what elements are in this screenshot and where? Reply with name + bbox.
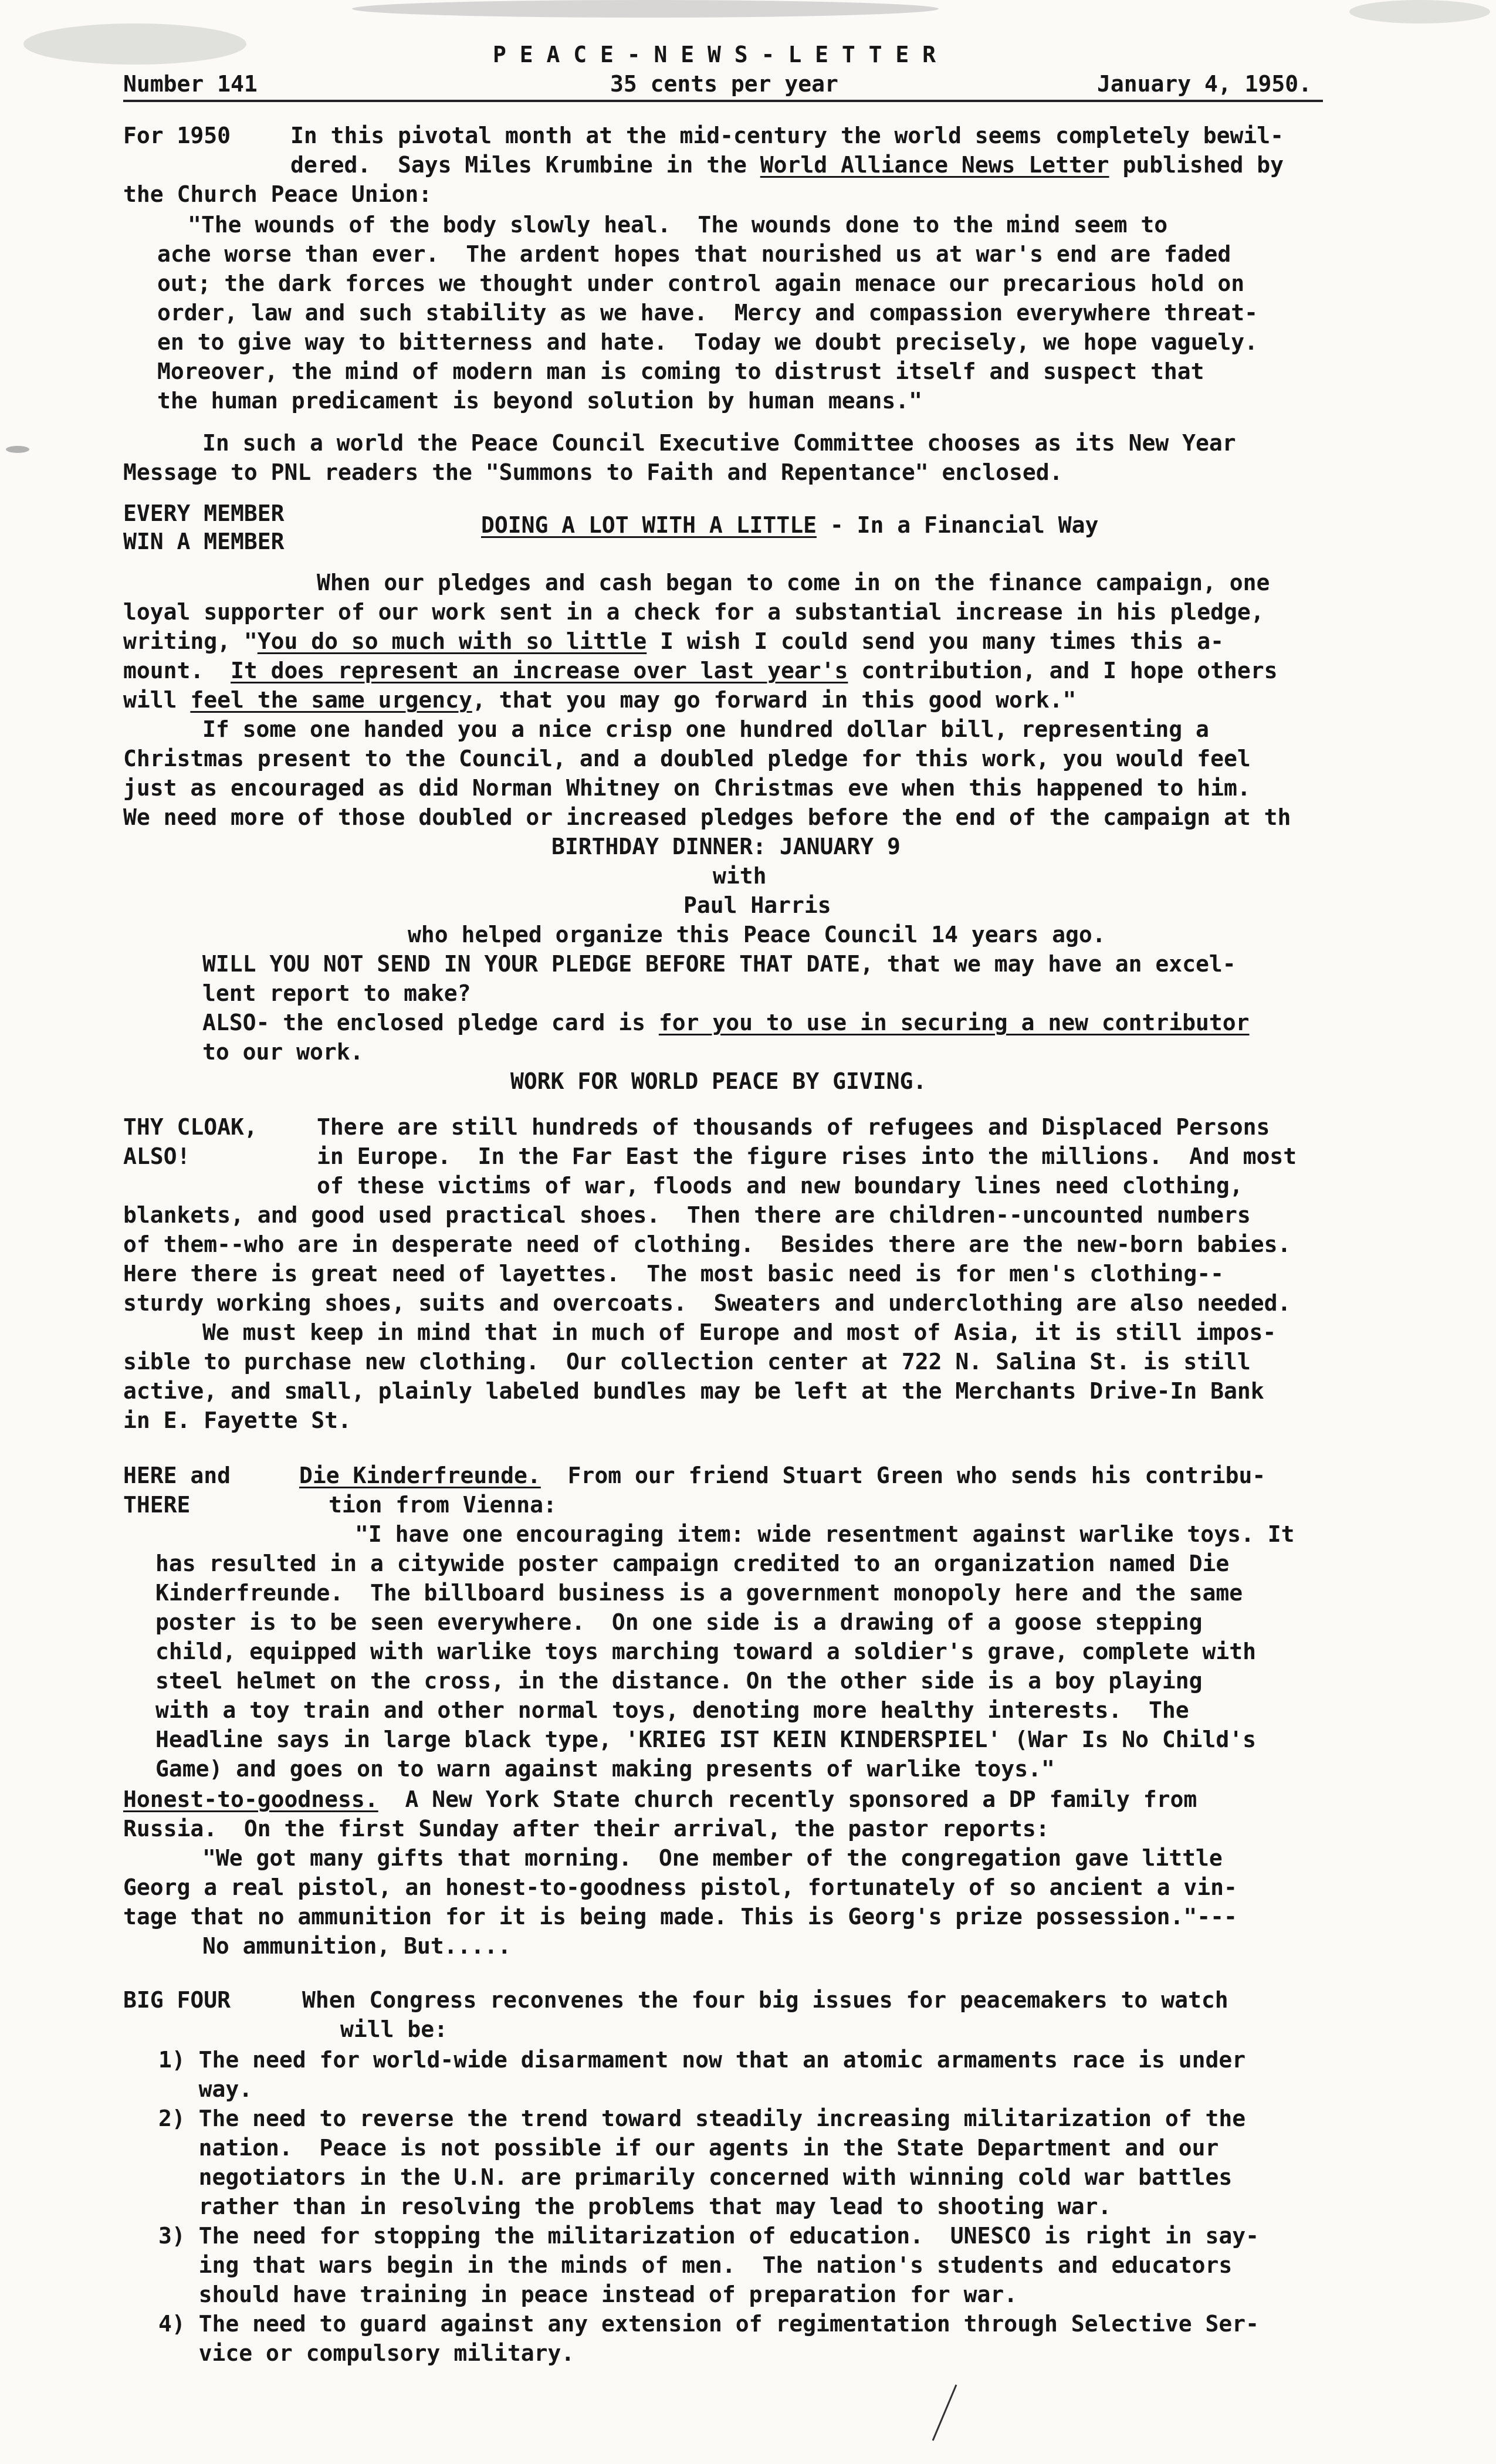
masthead-rule xyxy=(123,100,1323,102)
section-label-win-member: WIN A MEMBER xyxy=(123,529,285,554)
issue-number: Number 141 xyxy=(123,71,258,97)
for-1950-line: dered. Says Miles Krumbine in the World Alliance News Letter published by xyxy=(290,152,1284,178)
quote-line: the human predicament is beyond solution by human means." xyxy=(157,388,923,414)
list-item: nation. Peace is not possible if our agents in the State Department and our xyxy=(158,2135,1219,2161)
section-heading: DOING A LOT WITH A LITTLE - In a Financial Way xyxy=(481,512,1099,538)
paragraph-line: We must keep in mind that in much of Europe and most of Asia, it is still impos- xyxy=(202,1319,1277,1345)
list-item: 4) The need to guard against any extension of regimentation through Selective Ser- xyxy=(158,2311,1259,2337)
paragraph-line: When Congress reconvenes the four big issues for peacemakers to watch xyxy=(302,1987,1228,2013)
section-label-big-four: BIG FOUR xyxy=(123,1987,231,2013)
scan-smudge xyxy=(352,0,939,18)
quote-line: Kinderfreunde. The billboard business is a government monopoly here and the same xyxy=(155,1580,1243,1606)
quote-line: "We got many gifts that morning. One member of the congregation gave little xyxy=(202,1845,1223,1871)
scan-smudge xyxy=(23,23,246,65)
paragraph-line: Christmas present to the Council, and a doubled pledge for this work, you would feel xyxy=(123,746,1251,771)
paragraph-line: in E. Fayette St. xyxy=(123,1407,351,1433)
paragraph-line: blankets, and good used practical shoes. Then there are children--uncounted numbers xyxy=(123,1202,1251,1228)
paragraph-line: will be: xyxy=(340,2016,448,2042)
quote-line: has resulted in a citywide poster campaign credited to an organization named Die xyxy=(155,1551,1230,1576)
list-item: rather than in resolving the problems that may lead to shooting war. xyxy=(158,2194,1112,2219)
issue-date: January 4, 1950. xyxy=(1097,71,1312,97)
quote-line: "The wounds of the body slowly heal. The wounds done to the mind seem to xyxy=(188,212,1168,238)
paragraph-line: will feel the same urgency, that you may go forward in this good work." xyxy=(123,687,1077,713)
subscription-price: 35 cents per year xyxy=(610,71,838,97)
list-item: 3) The need for stopping the militarization of education. UNESCO is right in say- xyxy=(158,2223,1259,2249)
dinner-speaker: Paul Harris xyxy=(683,892,831,918)
pen-mark xyxy=(927,2382,962,2446)
quote-line: child, equipped with warlike toys marching toward a soldier's grave, complete with xyxy=(155,1639,1256,1664)
item-heading: Die Kinderfreunde. From our friend Stuart Green who sends his contribu- xyxy=(299,1463,1266,1488)
list-item: ing that wars begin in the minds of men. The nation's students and educators xyxy=(158,2252,1233,2278)
quote-line: Georg a real pistol, an honest-to-goodness pistol, fortunately of so ancient a vin- xyxy=(123,1874,1237,1900)
section-label-there: THERE xyxy=(123,1492,191,1518)
list-item: negotiators in the U.N. are primarily concerned with winning cold war battles xyxy=(158,2164,1233,2190)
paragraph-line: in Europe. In the Far East the figure rises into the millions. And most xyxy=(317,1143,1297,1169)
paragraph-line: writing, "You do so much with so little I wish I could send you many times this a- xyxy=(123,628,1224,654)
quote-line: out; the dark forces we thought under control again menace our precarious hold on xyxy=(157,270,1245,296)
dinner-announcement: BIRTHDAY DINNER: JANUARY 9 xyxy=(551,834,901,859)
paragraph-line: When our pledges and cash began to come in on the finance campaign, one xyxy=(317,570,1270,595)
quote-line: en to give way to bitterness and hate. Today we doubt precisely, we hope vaguely. xyxy=(157,329,1258,355)
paragraph-line: of them--who are in desperate need of clothing. Besides there are the new-born babies. xyxy=(123,1231,1291,1257)
dinner-announcement: with xyxy=(713,863,767,889)
paragraph-line: of these victims of war, floods and new boundary lines need clothing, xyxy=(317,1173,1243,1199)
list-item: 2) The need to reverse the trend toward steadily increasing militarization of the xyxy=(158,2106,1246,2131)
newsletter-reference: World Alliance News Letter xyxy=(760,152,1109,178)
dinner-announcement: who helped organize this Peace Council 14 years ago. xyxy=(408,922,1106,947)
paragraph-line: There are still hundreds of thousands of refugees and Displaced Persons xyxy=(317,1114,1270,1140)
paragraph-line: We need more of those doubled or increased pledges before the end of the campaign at th xyxy=(123,804,1291,830)
paragraph-line: Here there is great need of layettes. The most basic need is for men's clothing-- xyxy=(123,1261,1224,1287)
for-1950-line: Message to PNL readers the "Summons to Faith and Repentance" enclosed. xyxy=(123,459,1063,485)
quote-line: Game) and goes on to warn against making presents of warlike toys." xyxy=(155,1756,1055,1782)
quote-line: poster is to be seen everywhere. On one side is a drawing of a goose stepping xyxy=(155,1609,1203,1635)
list-item: should have training in peace instead of preparation for war. xyxy=(158,2282,1018,2307)
paragraph-line: Russia. On the first Sunday after their arrival, the pastor reports: xyxy=(123,1816,1050,1842)
slogan: WORK FOR WORLD PEACE BY GIVING. xyxy=(510,1068,927,1094)
pledge-appeal: lent report to make? xyxy=(202,980,471,1006)
paragraph-line: loyal supporter of our work sent in a check for a substantial increase in his pledge, xyxy=(123,599,1264,625)
paragraph-line: active, and small, plainly labeled bundles may be left at the Merchants Drive-In Bank xyxy=(123,1378,1264,1404)
paragraph-line: just as encouraged as did Norman Whitney on Christmas eve when this happened to him. xyxy=(123,775,1251,801)
item-heading: Honest-to-goodness. A New York State church recently sponsored a DP family from xyxy=(123,1786,1197,1812)
list-item: 1) The need for world-wide disarmament now that an atomic armaments race is under xyxy=(158,2047,1246,2073)
section-label-every-member: EVERY MEMBER xyxy=(123,500,285,526)
section-label-also: ALSO! xyxy=(123,1143,191,1169)
quote-line: Moreover, the mind of modern man is coming to distrust itself and suspect that xyxy=(157,358,1204,384)
paragraph-line: tion from Vienna: xyxy=(329,1492,557,1518)
list-item: vice or compulsory military. xyxy=(158,2340,575,2366)
paragraph-line: If some one handed you a nice crisp one hundred dollar bill, representing a xyxy=(202,716,1209,742)
quote-line: No ammunition, But..... xyxy=(202,1933,512,1959)
quote-line: with a toy train and other normal toys, denoting more healthy interests. The xyxy=(155,1697,1189,1723)
for-1950-line: In this pivotal month at the mid-century the world seems completely bewil- xyxy=(290,123,1284,148)
section-label-thy-cloak: THY CLOAK, xyxy=(123,1114,258,1140)
pledge-appeal: WILL YOU NOT SEND IN YOUR PLEDGE BEFORE THAT DATE, that we may have an excel- xyxy=(202,951,1236,977)
scan-mark xyxy=(6,446,29,453)
for-1950-line: In such a world the Peace Council Executive Committee chooses as its New Year xyxy=(202,430,1236,456)
list-item: way. xyxy=(158,2076,253,2102)
scan-smudge xyxy=(1349,0,1490,23)
paragraph-line: mount. It does represent an increase over last year's contribution, and I hope others xyxy=(123,658,1278,683)
quote-line: "I have one encouraging item: wide resentment against warlike toys. It xyxy=(355,1521,1295,1547)
quote-line: order, law and such stability as we have. Mercy and compassion everywhere threat- xyxy=(157,300,1258,326)
quote-line: ache worse than ever. The ardent hopes that nourished us at war's end are faded xyxy=(157,241,1231,267)
newsletter-title: P E A C E - N E W S - L E T T E R xyxy=(493,42,936,67)
section-label-for-1950: For 1950 xyxy=(123,123,231,148)
paragraph-line: sible to purchase new clothing. Our collection center at 722 N. Salina St. is still xyxy=(123,1349,1251,1375)
pledge-card-note: to our work. xyxy=(202,1039,364,1065)
section-label-here-and: HERE and xyxy=(123,1463,231,1488)
for-1950-line: the Church Peace Union: xyxy=(123,181,432,207)
paragraph-line: sturdy working shoes, suits and overcoats. Sweaters and underclothing are also needed. xyxy=(123,1290,1291,1316)
quote-line: tage that no ammunition for it is being made. This is Georg's prize possession."--- xyxy=(123,1904,1237,1930)
pledge-card-note: ALSO- the enclosed pledge card is for you to use in securing a new contributor xyxy=(202,1010,1250,1035)
quote-line: steel helmet on the cross, in the distance. On the other side is a boy playing xyxy=(155,1668,1203,1694)
quote-line: Headline says in large black type, 'KRIEG IST KEIN KINDERSPIEL' (War Is No Child's xyxy=(155,1727,1256,1752)
